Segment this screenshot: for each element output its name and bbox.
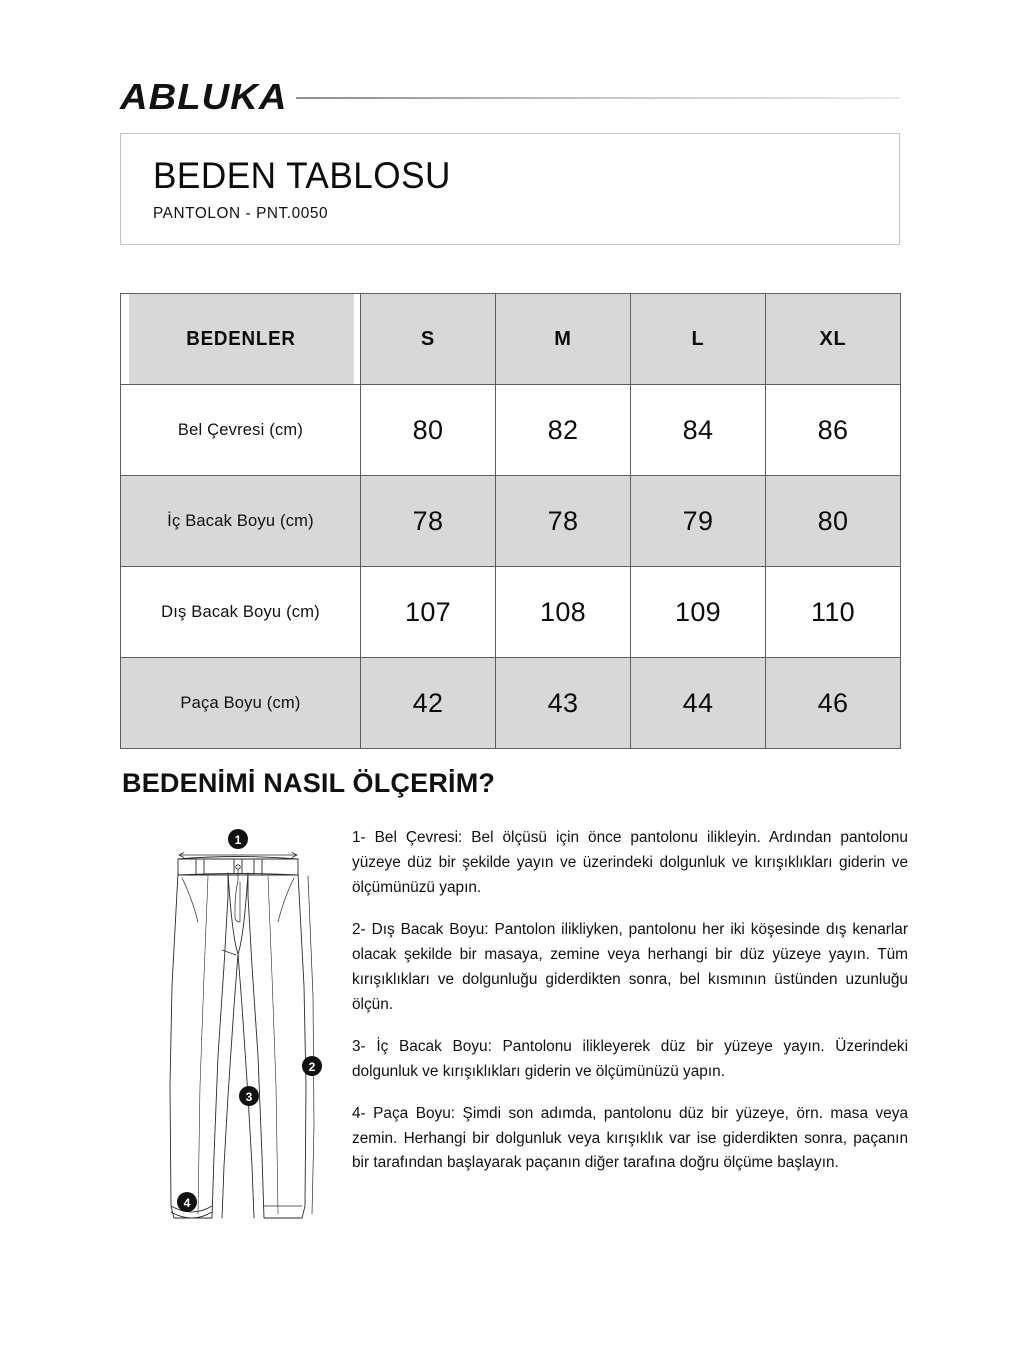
- table-row: [121, 385, 901, 476]
- cell-ic-bacak-boyu-l: 79: [631, 476, 766, 567]
- cell-paca-boyu-xl: 46: [766, 658, 901, 749]
- svg-text:2: 2: [308, 1060, 316, 1074]
- diagram-marker-3: [239, 1086, 259, 1106]
- diagram-marker-1: [228, 829, 248, 849]
- cell-dis-bacak-boyu-xl: 110: [766, 567, 901, 658]
- table-row: [121, 567, 901, 658]
- svg-text:1: 1: [234, 833, 242, 847]
- instruction-step-2: 2- Dış Bacak Boyu: Pantolon ilikliyken, pantolonu her iki köşesinde dış kenarlar olacak şekilde bir masaya, zemine veya herhangi bir düz yüzeye yayın. Tüm kırışıklıkları ve dolgunluğu giderdikten sonra, bel kısmının üstünden uzunluğu ölçün.: [352, 920, 908, 1013]
- size-table: [120, 293, 901, 749]
- cell-dis-bacak-boyu-s: 107: [361, 567, 496, 658]
- brand-header: [120, 74, 900, 120]
- pants-illustration-svg: [148, 826, 344, 1250]
- size-table-header: [121, 294, 901, 385]
- cell-ic-bacak-boyu-m: 78: [496, 476, 631, 567]
- table-row: [121, 658, 901, 749]
- cell-paca-boyu-s: 42: [361, 658, 496, 749]
- row-label-dis-bacak-boyu: Dış Bacak Boyu (cm): [121, 567, 361, 658]
- measurement-instructions: [352, 826, 908, 1176]
- instruction-step-4: 4- Paça Boyu: Şimdi son adımda, pantolonu düz bir yüzeye, örn. masa veya zemin. Herhangi bir dolgunluk veya kırışıklık var ise giderdikten sonra, paçanın bir tarafından başlayarak paçanın diğer tarafına doğru ölçüme başlayın.: [352, 1104, 908, 1172]
- column-header-m: M: [496, 294, 631, 385]
- page-title: BEDEN TABLOSU: [153, 155, 451, 196]
- size-table-body: [121, 385, 901, 749]
- diagram-marker-4: [177, 1192, 197, 1212]
- cell-bel-cevresi-l: 84: [631, 385, 766, 476]
- svg-text:4: 4: [183, 1196, 191, 1210]
- cell-paca-boyu-m: 43: [496, 658, 631, 749]
- cell-paca-boyu-l: 44: [631, 658, 766, 749]
- row-label-bel-cevresi: Bel Çevresi (cm): [121, 385, 361, 476]
- row-label-paca-boyu: Paça Boyu (cm): [121, 658, 361, 749]
- column-header-s: S: [361, 294, 496, 385]
- cell-dis-bacak-boyu-m: 108: [496, 567, 631, 658]
- cell-bel-cevresi-xl: 86: [766, 385, 901, 476]
- title-box: [120, 133, 900, 245]
- svg-text:3: 3: [245, 1090, 253, 1104]
- column-header-xl: XL: [766, 294, 901, 385]
- table-header-row: [121, 294, 901, 385]
- diagram-marker-2: [302, 1056, 322, 1076]
- howto-heading: BEDENİMİ NASIL ÖLÇERİM?: [122, 768, 496, 798]
- pants-diagram: [148, 826, 344, 1250]
- cell-bel-cevresi-m: 82: [496, 385, 631, 476]
- cell-dis-bacak-boyu-l: 109: [631, 567, 766, 658]
- abluka-logo: ABLUKA: [120, 76, 288, 117]
- cell-ic-bacak-boyu-s: 78: [361, 476, 496, 567]
- cell-bel-cevresi-s: 80: [361, 385, 496, 476]
- column-header-bedenler: BEDENLER: [128, 294, 354, 385]
- cell-ic-bacak-boyu-xl: 80: [766, 476, 901, 567]
- header-divider-rule: [296, 97, 900, 99]
- page-subtitle: PANTOLON - PNT.0050: [153, 204, 329, 222]
- instruction-step-1: 1- Bel Çevresi: Bel ölçüsü için önce pantolonu ilikleyin. Ardından pantolonu yüzeye düz bir şekilde yayın ve üzerindeki dolgunluk ve kırışıklıkları giderin ve ölçümünüzü yapın.: [352, 829, 908, 896]
- instruction-step-3: 3- İç Bacak Boyu: Pantolonu ilikleyerek düz bir yüzeye yayın. Üzerindeki dolgunluk ve kırışıklıkları giderin ve ölçümünüzü yapın.: [352, 1037, 908, 1080]
- table-row: [121, 476, 901, 567]
- row-label-ic-bacak-boyu: İç Bacak Boyu (cm): [121, 476, 361, 567]
- column-header-l: L: [631, 294, 766, 385]
